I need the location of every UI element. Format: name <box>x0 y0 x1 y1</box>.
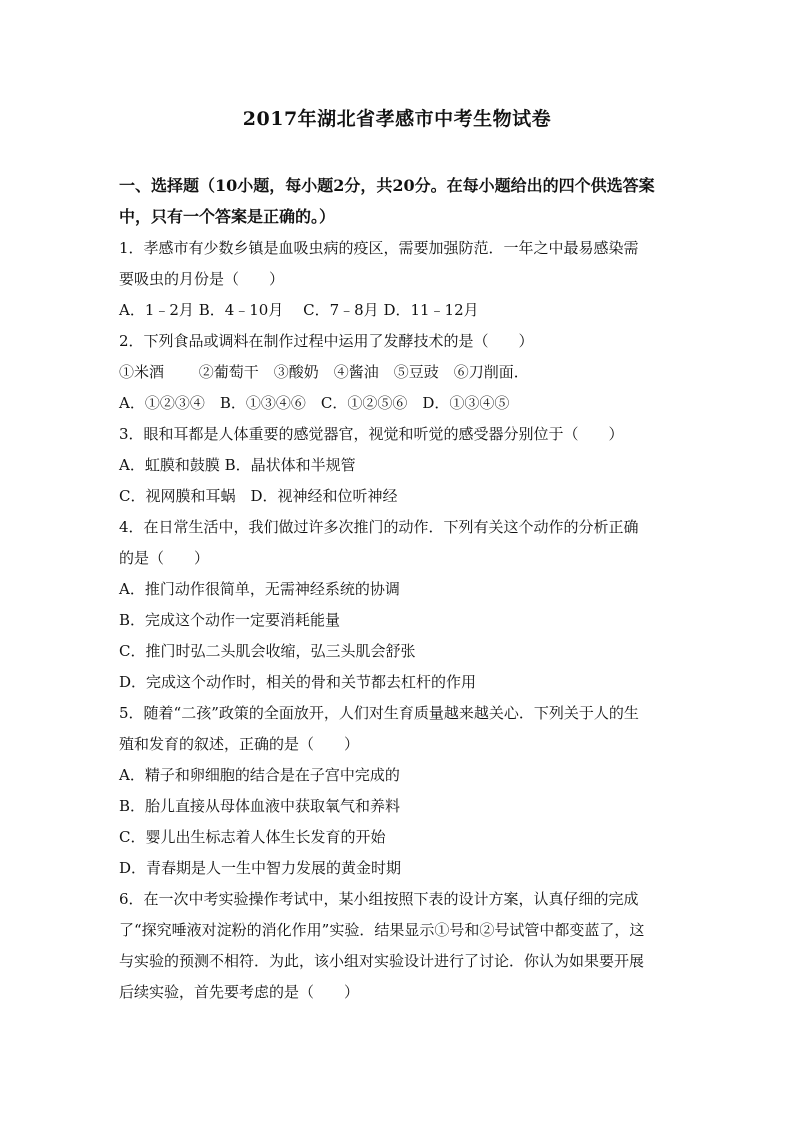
section-heading-line-1: 一、选择题（10小题，每小题2分，共20分。在每小题给出的四个供选答案 <box>119 176 655 195</box>
q6-stem-line-1: 6．在一次中考实验操作考试中，某小组按照下表的设计方案，认真仔细的完成 <box>119 890 639 908</box>
q4-option-a: A．推门动作很简单，无需神经系统的协调 <box>119 580 400 598</box>
q4-stem-line-2: 的是（ ） <box>119 549 210 567</box>
page-title: 2017年湖北省孝感市中考生物试卷 <box>242 108 552 130</box>
q3-options-cd: C．视网膜和耳蜗 D．视神经和位听神经 <box>119 487 398 505</box>
q5-option-b: B．胎儿直接从母体血液中获取氧气和养料 <box>119 797 401 815</box>
q5-option-d: D．青春期是人一生中智力发展的黄金时期 <box>119 859 402 877</box>
q5-stem-line-2: 殖和发育的叙述，正确的是（ ） <box>119 735 360 753</box>
q1-options: A．1﹣2月 B．4﹣10月 C．7﹣8月 D．11﹣12月 <box>119 301 479 319</box>
q3-stem: 3．眼和耳都是人体重要的感觉器官，视觉和听觉的感受器分别位于（ ） <box>119 425 624 443</box>
q6-stem-line-4: 后续实验，首先要考虑的是（ ） <box>119 983 360 1001</box>
q5-stem-line-1: 5．随着“二孩”政策的全面放开，人们对生育质量越来越关心．下列关于人的生 <box>119 704 639 722</box>
section-heading-line-2: 中，只有一个答案是正确的。） <box>119 207 336 226</box>
q6-stem-line-2: 了“探究唾液对淀粉的消化作用”实验．结果显示①号和②号试管中都变蓝了，这 <box>119 921 645 939</box>
q5-option-a: A．精子和卵细胞的结合是在子宫中完成的 <box>119 766 400 784</box>
q1-stem-line-2: 要吸虫的月份是（ ） <box>119 270 285 288</box>
q4-stem-line-1: 4．在日常生活中，我们做过许多次推门的动作．下列有关这个动作的分析正确 <box>119 518 639 536</box>
q5-option-c: C．婴儿出生标志着人体生长发育的开始 <box>119 828 386 846</box>
q1-stem-line-1: 1．孝感市有少数乡镇是血吸虫病的疫区，需要加强防范．一年之中最易感染需 <box>119 239 639 257</box>
q2-stem: 2．下列食品或调料在制作过程中运用了发酵技术的是（ ） <box>119 332 534 350</box>
q4-option-d: D．完成这个动作时，相关的骨和关节都去杠杆的作用 <box>119 673 477 691</box>
q2-items: ①米酒 ②葡萄干 ③酸奶 ④酱油 ⑤豆豉 ⑥刀削面． <box>119 363 529 381</box>
q4-option-b: B．完成这个动作一定要消耗能量 <box>119 611 341 629</box>
q3-options-ab: A．虹膜和鼓膜 B．晶状体和半规管 <box>119 456 356 474</box>
q6-stem-line-3: 与实验的预测不相符．为此，该小组对实验设计进行了讨论．你认为如果要开展 <box>119 952 645 970</box>
q2-options: A．①②③④ B．①③④⑥ C．①②⑤⑥ D．①③④⑤ <box>119 394 510 412</box>
q4-option-c: C．推门时弘二头肌会收缩，弘三头肌会舒张 <box>119 642 416 660</box>
